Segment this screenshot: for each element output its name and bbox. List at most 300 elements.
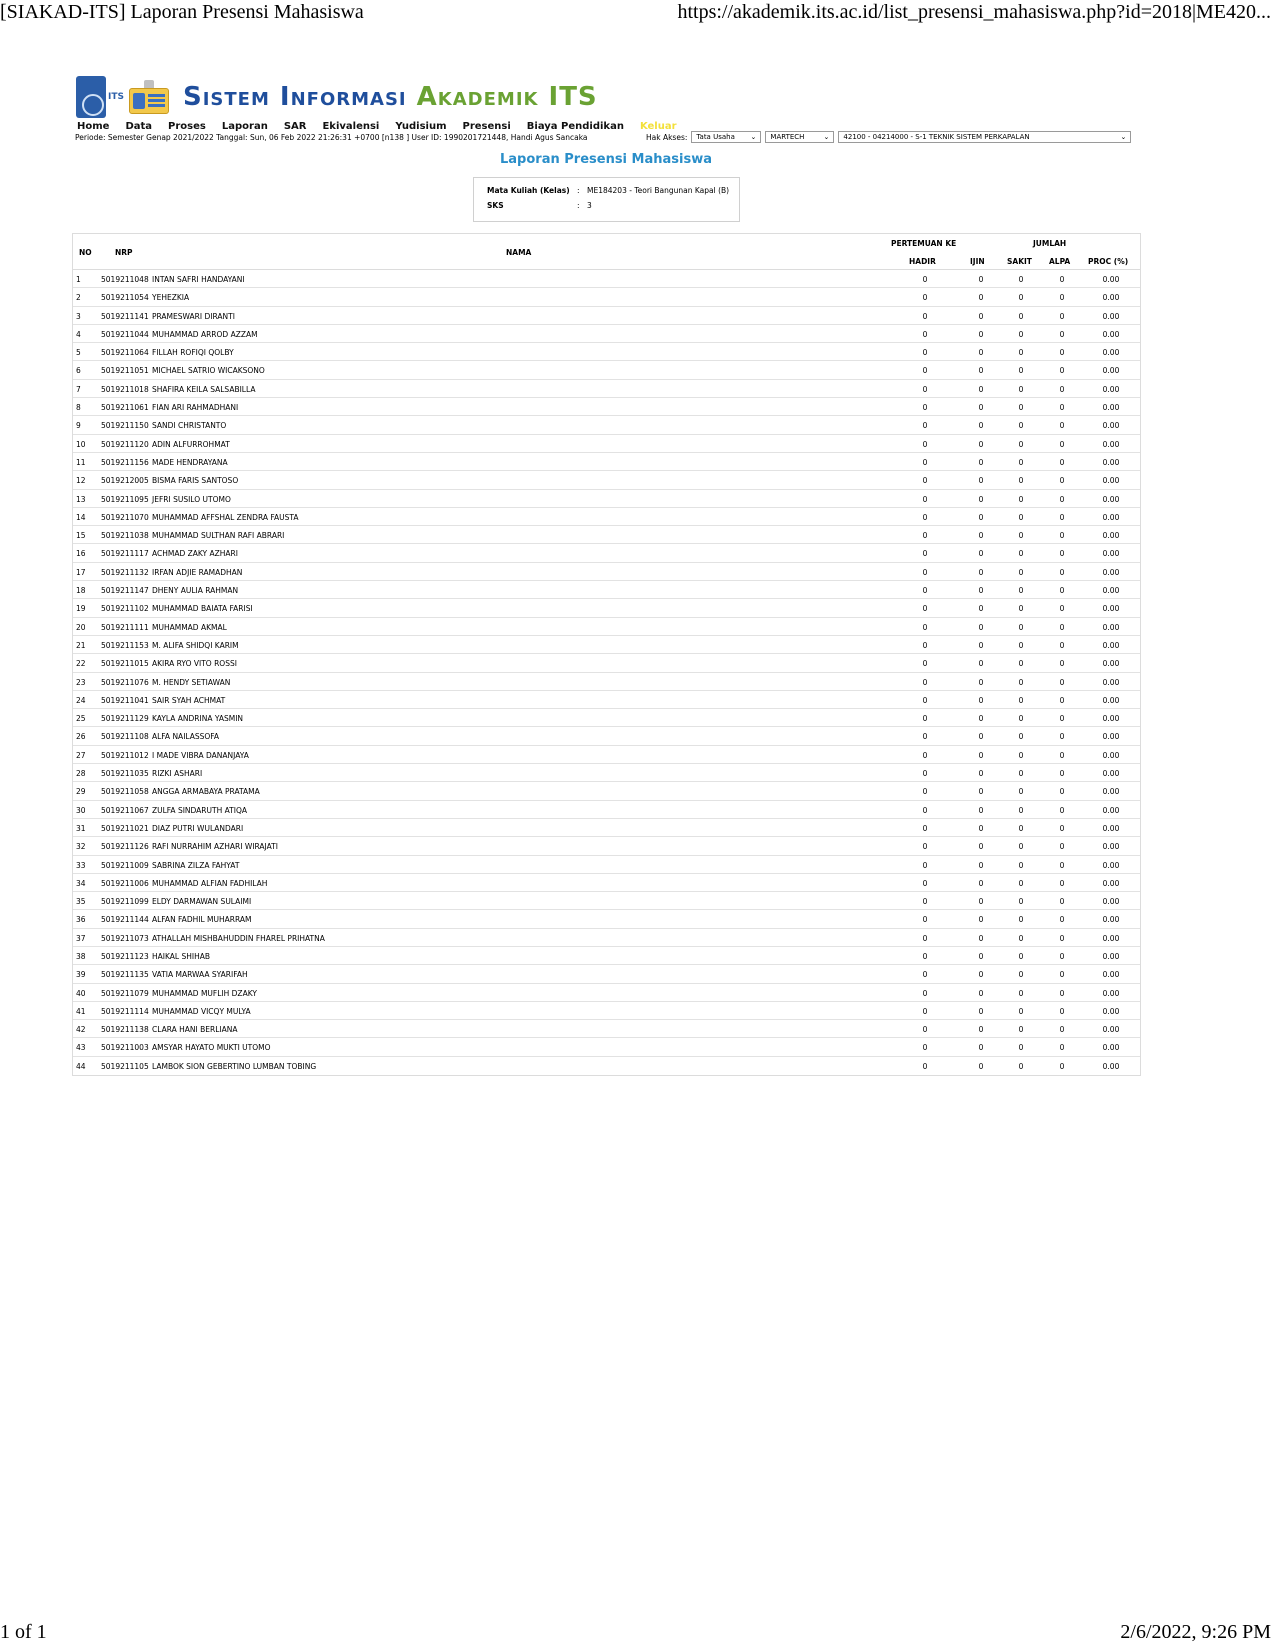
cell-nrp: 5019211058 [101, 787, 149, 797]
cell-sakit: 0 [1018, 384, 1024, 394]
cell-proc: 0.00 [1102, 640, 1120, 650]
cell-nrp: 5019211114 [101, 1006, 149, 1016]
cell-nrp: 5019211035 [101, 769, 149, 779]
table-row [73, 654, 1140, 672]
cell-ijin: 0 [978, 421, 984, 431]
cell-proc: 0.00 [1102, 384, 1120, 394]
cell-nrp: 5019211041 [101, 695, 149, 705]
cell-proc: 0.00 [1102, 677, 1120, 687]
cell-proc: 0.00 [1102, 915, 1120, 925]
cell-hadir: 0 [922, 933, 928, 943]
cell-no: 21 [76, 640, 86, 650]
cell-ijin: 0 [978, 640, 984, 650]
cell-ijin: 0 [978, 933, 984, 943]
cell-nrp: 5019211117 [101, 549, 149, 559]
cell-alpa: 0 [1059, 622, 1065, 632]
cell-sakit: 0 [1018, 457, 1024, 467]
cell-alpa: 0 [1059, 457, 1065, 467]
header-nrp: NRP [115, 248, 133, 257]
cell-no: 30 [76, 805, 86, 815]
role-select[interactable] [691, 131, 761, 143]
table-row [73, 1057, 1140, 1075]
its-emblem-icon [76, 76, 106, 118]
cell-sakit: 0 [1018, 732, 1024, 742]
cell-alpa: 0 [1059, 823, 1065, 833]
header-ijin: IJIN [970, 257, 985, 266]
cell-proc: 0.00 [1102, 311, 1120, 321]
table-row [73, 270, 1140, 288]
cell-hadir: 0 [922, 366, 928, 376]
cell-hadir: 0 [922, 659, 928, 669]
cell-no: 39 [76, 970, 86, 980]
cell-sakit: 0 [1018, 512, 1024, 522]
sks-value: 3 [587, 201, 592, 210]
cell-no: 38 [76, 951, 86, 961]
cell-alpa: 0 [1059, 933, 1065, 943]
cell-nrp: 5019211021 [101, 823, 149, 833]
print-header [0, 0, 1275, 26]
cell-hadir: 0 [922, 769, 928, 779]
cell-sakit: 0 [1018, 275, 1024, 284]
cell-hadir: 0 [922, 677, 928, 687]
cell-no: 34 [76, 878, 86, 888]
cell-alpa: 0 [1059, 677, 1065, 687]
cell-ijin: 0 [978, 1006, 984, 1016]
cell-sakit: 0 [1018, 604, 1024, 614]
cell-proc: 0.00 [1102, 366, 1120, 376]
cell-ijin: 0 [978, 604, 984, 614]
cell-no: 14 [76, 512, 86, 522]
cell-ijin: 0 [978, 403, 984, 413]
cell-sakit: 0 [1018, 567, 1024, 577]
unit-select[interactable] [765, 131, 834, 143]
cell-sakit: 0 [1018, 878, 1024, 888]
cell-nama: ZULFA SINDARUTH ATIQA [152, 805, 247, 815]
cell-nama: INTAN SAFRI HANDAYANI [152, 275, 245, 284]
table-row [73, 764, 1140, 782]
nav-keluar[interactable]: Keluar [639, 121, 677, 132]
program-select[interactable] [838, 131, 1131, 143]
cell-nrp: 5019211044 [101, 329, 149, 339]
cell-nama: ALFAN FADHIL MUHARRAM [152, 915, 252, 925]
table-row [73, 1020, 1140, 1038]
cell-nama: LAMBOK SION GEBERTINO LUMBAN TOBING [152, 1061, 317, 1071]
cell-proc: 0.00 [1102, 970, 1120, 980]
top-navigation [77, 121, 693, 132]
cell-proc: 0.00 [1102, 823, 1120, 833]
cell-nrp: 5019211150 [101, 421, 149, 431]
cell-ijin: 0 [978, 348, 984, 358]
cell-ijin: 0 [978, 897, 984, 907]
cell-alpa: 0 [1059, 769, 1065, 779]
table-row [73, 471, 1140, 489]
unit-select-value: MARTECH [770, 133, 805, 141]
cell-nrp: 5019211054 [101, 293, 149, 303]
table-header-row-2 [73, 252, 1140, 270]
cell-nrp: 5019211079 [101, 988, 149, 998]
cell-alpa: 0 [1059, 805, 1065, 815]
cell-hadir: 0 [922, 951, 928, 961]
cell-no: 20 [76, 622, 86, 632]
header-sakit: SAKIT [1007, 257, 1032, 266]
cell-no: 42 [76, 1025, 86, 1035]
cell-alpa: 0 [1059, 714, 1065, 724]
table-row [73, 490, 1140, 508]
cell-nama: VATIA MARWAA SYARIFAH [152, 970, 248, 980]
cell-nrp: 5019212005 [101, 476, 149, 486]
cell-proc: 0.00 [1102, 714, 1120, 724]
table-row [73, 709, 1140, 727]
cell-proc: 0.00 [1102, 769, 1120, 779]
nav-proses[interactable]: Proses [168, 121, 206, 132]
cell-sakit: 0 [1018, 695, 1024, 705]
cell-alpa: 0 [1059, 329, 1065, 339]
cell-proc: 0.00 [1102, 457, 1120, 467]
cell-ijin: 0 [978, 842, 984, 852]
table-row [73, 819, 1140, 837]
table-row [73, 965, 1140, 983]
chevron-down-icon: ⌄ [823, 133, 830, 141]
course-label: Mata Kuliah (Kelas) [487, 186, 570, 195]
cell-nrp: 5019211051 [101, 366, 149, 376]
cell-proc: 0.00 [1102, 860, 1120, 870]
table-row [73, 343, 1140, 361]
cell-hadir: 0 [922, 293, 928, 303]
cell-ijin: 0 [978, 695, 984, 705]
cell-hadir: 0 [922, 421, 928, 431]
cell-alpa: 0 [1059, 1006, 1065, 1016]
cell-no: 29 [76, 787, 86, 797]
cell-sakit: 0 [1018, 476, 1024, 486]
cell-sakit: 0 [1018, 805, 1024, 815]
sks-label: SKS [487, 201, 504, 210]
cell-ijin: 0 [978, 878, 984, 888]
cell-ijin: 0 [978, 805, 984, 815]
cell-nrp: 5019211015 [101, 659, 149, 669]
cell-no: 5 [76, 348, 81, 358]
cell-hadir: 0 [922, 732, 928, 742]
program-select-value: 42100 - 04214000 - S-1 TEKNIK SISTEM PERKAPALAN [843, 133, 1030, 141]
cell-no: 10 [76, 439, 86, 449]
nav-sar[interactable]: SAR [283, 121, 307, 132]
table-row [73, 544, 1140, 562]
nav-biaya-pendidikan[interactable]: Biaya Pendidikan [526, 121, 624, 132]
cell-no: 23 [76, 677, 86, 687]
cell-ijin: 0 [978, 586, 984, 596]
cell-no: 16 [76, 549, 86, 559]
table-row [73, 782, 1140, 800]
cell-nama: MUHAMMAD VICQY MULYA [152, 1006, 251, 1016]
table-row [73, 398, 1140, 416]
table-row [73, 416, 1140, 434]
cell-nama: FIAN ARI RAHMADHANI [152, 403, 239, 413]
cell-nrp: 5019211120 [101, 439, 149, 449]
cell-alpa: 0 [1059, 659, 1065, 669]
cell-nama: MUHAMMAD MUFLIH DZAKY [152, 988, 257, 998]
nav-ekivalensi[interactable]: Ekivalensi [322, 121, 380, 132]
cell-nrp: 5019211126 [101, 842, 149, 852]
cell-sakit: 0 [1018, 842, 1024, 852]
cell-alpa: 0 [1059, 787, 1065, 797]
cell-no: 9 [76, 421, 81, 431]
cell-sakit: 0 [1018, 494, 1024, 504]
cell-alpa: 0 [1059, 494, 1065, 504]
cell-alpa: 0 [1059, 860, 1065, 870]
cell-ijin: 0 [978, 384, 984, 394]
cell-no: 41 [76, 1006, 86, 1016]
table-row [73, 929, 1140, 947]
cell-nama: DHENY AULIA RAHMAN [152, 586, 239, 596]
cell-nrp: 5019211135 [101, 970, 149, 980]
cell-alpa: 0 [1059, 293, 1065, 303]
cell-nama: MUHAMMAD SULTHAN RAFI ABRARI [152, 531, 285, 541]
cell-ijin: 0 [978, 1025, 984, 1035]
cell-alpa: 0 [1059, 1061, 1065, 1071]
cell-alpa: 0 [1059, 842, 1065, 852]
cell-alpa: 0 [1059, 897, 1065, 907]
cell-ijin: 0 [978, 549, 984, 559]
cell-hadir: 0 [922, 531, 928, 541]
table-row [73, 435, 1140, 453]
cell-sakit: 0 [1018, 915, 1024, 925]
cell-hadir: 0 [922, 604, 928, 614]
cell-proc: 0.00 [1102, 787, 1120, 797]
header-alpa: ALPA [1049, 257, 1071, 266]
cell-nama: PRAMESWARI DIRANTI [152, 311, 235, 321]
cell-alpa: 0 [1059, 604, 1065, 614]
cell-sakit: 0 [1018, 1061, 1024, 1071]
app-title [183, 82, 598, 112]
table-row [73, 947, 1140, 965]
cell-no: 13 [76, 494, 86, 504]
cell-nrp: 5019211129 [101, 714, 149, 724]
cell-no: 4 [76, 329, 81, 339]
cell-proc: 0.00 [1102, 951, 1120, 961]
cell-alpa: 0 [1059, 476, 1065, 486]
cell-hadir: 0 [922, 476, 928, 486]
cell-nama: SHAFIRA KEILA SALSABILLA [152, 384, 256, 394]
cell-hadir: 0 [922, 988, 928, 998]
cell-sakit: 0 [1018, 1043, 1024, 1053]
table-row [73, 727, 1140, 745]
nav-home[interactable]: Home [77, 121, 110, 132]
cell-ijin: 0 [978, 567, 984, 577]
header-jumlah: JUMLAH [1033, 239, 1067, 248]
cell-no: 24 [76, 695, 86, 705]
cell-hadir: 0 [922, 750, 928, 760]
cell-no: 15 [76, 531, 86, 541]
cell-hadir: 0 [922, 1006, 928, 1016]
cell-sakit: 0 [1018, 951, 1024, 961]
cell-proc: 0.00 [1102, 275, 1120, 284]
cell-no: 44 [76, 1061, 86, 1071]
cell-proc: 0.00 [1102, 439, 1120, 449]
nav-presensi[interactable]: Presensi [462, 121, 511, 132]
cell-ijin: 0 [978, 366, 984, 376]
table-row [73, 1002, 1140, 1020]
header-nama: NAMA [506, 248, 532, 257]
table-row [73, 581, 1140, 599]
cell-alpa: 0 [1059, 915, 1065, 925]
cell-sakit: 0 [1018, 988, 1024, 998]
cell-sakit: 0 [1018, 860, 1024, 870]
table-row [73, 801, 1140, 819]
chevron-down-icon: ⌄ [1120, 133, 1127, 141]
cell-nama: JEFRI SUSILO UTOMO [152, 494, 231, 504]
cell-alpa: 0 [1059, 586, 1065, 596]
cell-no: 6 [76, 366, 81, 376]
cell-hadir: 0 [922, 915, 928, 925]
cell-ijin: 0 [978, 787, 984, 797]
cell-alpa: 0 [1059, 275, 1065, 284]
cell-ijin: 0 [978, 531, 984, 541]
cell-proc: 0.00 [1102, 750, 1120, 760]
cell-nrp: 5019211067 [101, 805, 149, 815]
table-row [73, 526, 1140, 544]
cell-nama: RIZKI ASHARI [152, 769, 203, 779]
cell-hadir: 0 [922, 878, 928, 888]
cell-hadir: 0 [922, 970, 928, 980]
nav-data[interactable]: Data [125, 121, 153, 132]
cell-no: 27 [76, 750, 86, 760]
cell-no: 33 [76, 860, 86, 870]
cell-hadir: 0 [922, 1043, 928, 1053]
course-colon: : [577, 186, 580, 195]
cell-alpa: 0 [1059, 512, 1065, 522]
cell-ijin: 0 [978, 1043, 984, 1053]
cell-no: 7 [76, 384, 81, 394]
cell-nama: ACHMAD ZAKY AZHARI [152, 549, 238, 559]
course-value: ME184203 - Teori Bangunan Kapal (B) [587, 186, 730, 195]
table-row [73, 673, 1140, 691]
table-row [73, 307, 1140, 325]
table-row [73, 508, 1140, 526]
cell-alpa: 0 [1059, 1043, 1065, 1053]
cell-nrp: 5019211095 [101, 494, 149, 504]
cell-nrp: 5019211038 [101, 531, 149, 541]
nav-yudisium[interactable]: Yudisium [395, 121, 447, 132]
cell-hadir: 0 [922, 512, 928, 522]
table-row [73, 910, 1140, 928]
cell-hadir: 0 [922, 457, 928, 467]
cell-hadir: 0 [922, 311, 928, 321]
cell-alpa: 0 [1059, 439, 1065, 449]
cell-nrp: 5019211006 [101, 878, 149, 888]
table-row [73, 618, 1140, 636]
cell-nama: HAIKAL SHIHAB [152, 951, 210, 961]
cell-nrp: 5019211003 [101, 1043, 149, 1053]
cell-ijin: 0 [978, 512, 984, 522]
page-title: Laporan Presensi Mahasiswa [500, 152, 712, 167]
cell-proc: 0.00 [1102, 878, 1120, 888]
table-row [73, 856, 1140, 874]
cell-proc: 0.00 [1102, 348, 1120, 358]
cell-nrp: 5019211073 [101, 933, 149, 943]
cell-alpa: 0 [1059, 988, 1065, 998]
cell-proc: 0.00 [1102, 695, 1120, 705]
cell-nrp: 5019211018 [101, 384, 149, 394]
cell-ijin: 0 [978, 329, 984, 339]
cell-hadir: 0 [922, 439, 928, 449]
cell-sakit: 0 [1018, 714, 1024, 724]
cell-hadir: 0 [922, 567, 928, 577]
cell-nama: MUHAMMAD ALFIAN FADHILAH [152, 878, 268, 888]
cell-proc: 0.00 [1102, 476, 1120, 486]
cell-sakit: 0 [1018, 622, 1024, 632]
cell-proc: 0.00 [1102, 988, 1120, 998]
cell-ijin: 0 [978, 659, 984, 669]
table-row [73, 599, 1140, 617]
cell-nama: MICHAEL SATRIO WICAKSONO [152, 366, 265, 376]
cell-nrp: 5019211105 [101, 1061, 149, 1071]
cell-hadir: 0 [922, 714, 928, 724]
cell-ijin: 0 [978, 677, 984, 687]
cell-alpa: 0 [1059, 531, 1065, 541]
header-no: NO [79, 248, 92, 257]
print-datetime: 2/6/2022, 9:26 PM [1120, 1621, 1271, 1643]
cell-alpa: 0 [1059, 384, 1065, 394]
cell-nama: ALFA NAILASSOFA [152, 732, 220, 742]
cell-sakit: 0 [1018, 970, 1024, 980]
cell-no: 28 [76, 769, 86, 779]
cell-sakit: 0 [1018, 293, 1024, 303]
table-row [73, 984, 1140, 1002]
cell-hadir: 0 [922, 549, 928, 559]
cell-proc: 0.00 [1102, 659, 1120, 669]
cell-sakit: 0 [1018, 659, 1024, 669]
cell-sakit: 0 [1018, 787, 1024, 797]
session-info: Periode: Semester Genap 2021/2022 Tanggal: Sun, 06 Feb 2022 21:26:31 +0700 [n138 ] User ID: 1990201721448, Handi Agus Sancaka [75, 133, 588, 142]
cell-nama: AMSYAR HAYATO MUKTI UTOMO [152, 1043, 271, 1053]
cell-hadir: 0 [922, 897, 928, 907]
cell-proc: 0.00 [1102, 293, 1120, 303]
cell-hadir: 0 [922, 695, 928, 705]
cell-no: 31 [76, 823, 86, 833]
cell-sakit: 0 [1018, 1006, 1024, 1016]
print-page-number: 1 of 1 [0, 1621, 47, 1643]
nav-laporan[interactable]: Laporan [221, 121, 268, 132]
cell-alpa: 0 [1059, 348, 1065, 358]
cell-no: 25 [76, 714, 86, 724]
cell-nrp: 5019211147 [101, 586, 149, 596]
cell-ijin: 0 [978, 823, 984, 833]
cell-nama: ELDY DARMAWAN SULAIMI [152, 897, 252, 907]
cell-alpa: 0 [1059, 732, 1065, 742]
cell-nama: SANDI CHRISTANTO [152, 421, 227, 431]
cell-ijin: 0 [978, 951, 984, 961]
cell-nrp: 5019211099 [101, 897, 149, 907]
cell-hadir: 0 [922, 348, 928, 358]
cell-no: 2 [76, 293, 81, 303]
cell-proc: 0.00 [1102, 1025, 1120, 1035]
cell-nrp: 5019211132 [101, 567, 149, 577]
cell-alpa: 0 [1059, 311, 1065, 321]
cell-sakit: 0 [1018, 366, 1024, 376]
siakad-logo[interactable] [76, 76, 598, 118]
cell-nama: SAIR SYAH ACHMAT [152, 695, 226, 705]
cell-no: 35 [76, 897, 86, 907]
print-footer [0, 1620, 1275, 1646]
course-info-box [473, 177, 740, 222]
cell-nama: CLARA HANI BERLIANA [152, 1025, 238, 1035]
cell-sakit: 0 [1018, 823, 1024, 833]
cell-no: 11 [76, 457, 86, 467]
cell-nama: MUHAMMAD ARROD AZZAM [152, 329, 258, 339]
app-title-part1: Sistem Informasi [182, 82, 407, 112]
cell-hadir: 0 [922, 805, 928, 815]
table-row [73, 874, 1140, 892]
cell-nama: FILLAH ROFIQI QOLBY [152, 348, 234, 358]
